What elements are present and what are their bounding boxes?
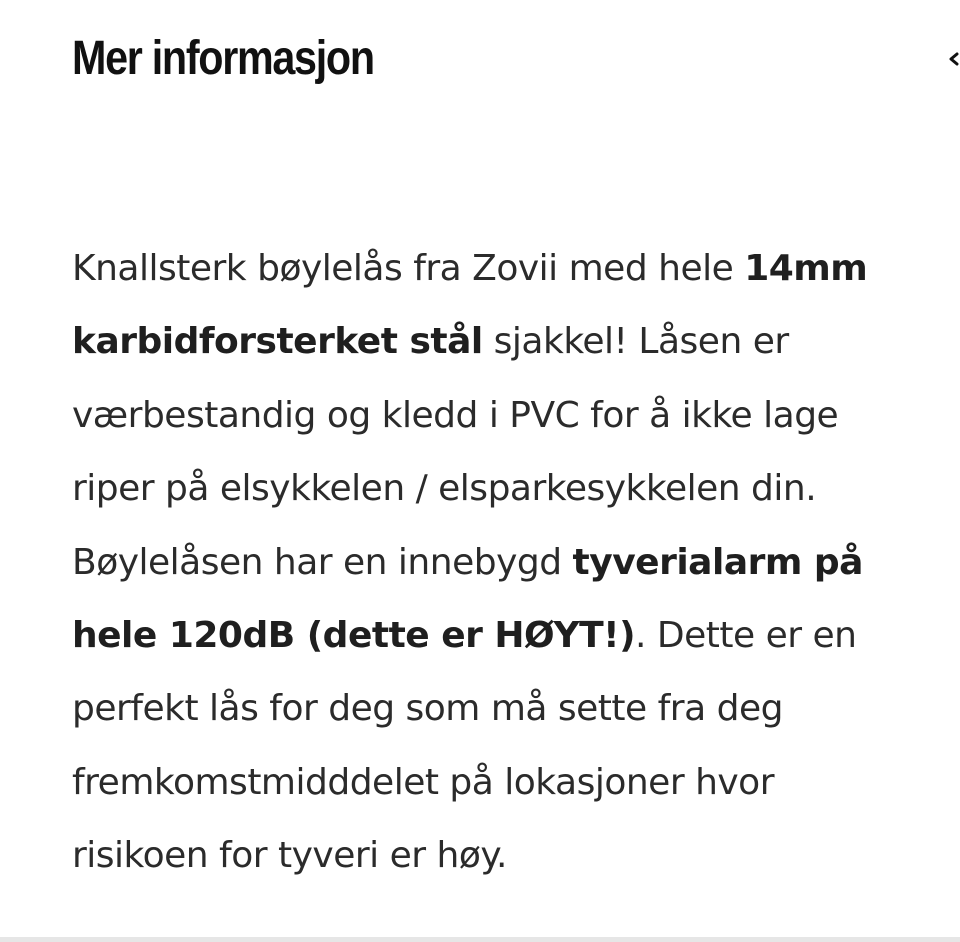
description-line: risikoen for tyveri er høy.	[72, 835, 507, 877]
section-title: Mer informasjon	[72, 32, 374, 85]
description-line: riper på elsykkelen / elsparkesykkelen din.	[72, 468, 817, 510]
description-line: perfekt lås for deg som må sette fra deg	[72, 688, 783, 730]
emphasis-alarm-level: hele 120dB (dette er HØYT!)	[72, 615, 636, 657]
collapse-toggle-button[interactable]	[948, 48, 960, 70]
description-line: fremkomstmidddelet på lokasjoner hvor	[72, 761, 775, 803]
bottom-divider	[0, 937, 960, 942]
chevron-left-icon	[948, 48, 960, 70]
product-description	[72, 232, 952, 893]
emphasis-alarm: tyverialarm på	[572, 541, 863, 583]
description-line: Bøylelåsen har en innebygd tyverialarm på	[72, 541, 863, 583]
description-line: hele 120dB (dette er HØYT!). Dette er en	[72, 615, 857, 657]
description-line: værbestandig og kledd i PVC for å ikke lage	[72, 394, 839, 436]
emphasis-material: karbidforsterket stål	[72, 321, 483, 363]
description-line: Knallsterk bøylelås fra Zovii med hele 14mm	[72, 248, 868, 289]
description-line: karbidforsterket stål sjakkel! Låsen er	[72, 321, 789, 363]
emphasis-thickness: 14mm	[744, 248, 868, 289]
